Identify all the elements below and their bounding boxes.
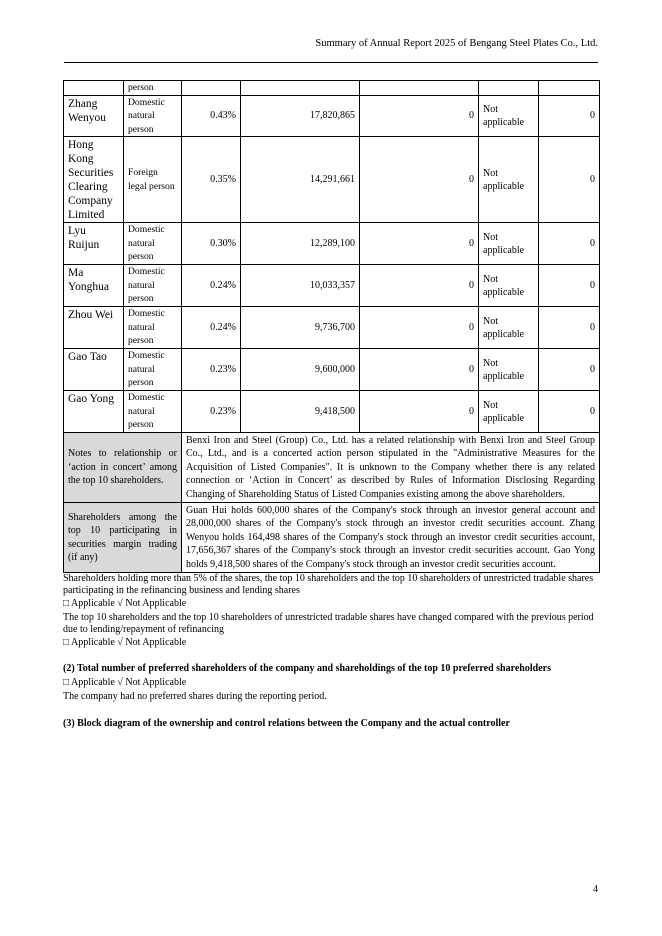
shareholding-pct: 0.30% — [182, 223, 241, 265]
shares-held: 10,033,357 — [241, 265, 360, 307]
shareholder-nature: Foreign legal person — [124, 137, 182, 223]
shares-held: 9,736,700 — [241, 307, 360, 349]
pledge-status: Not applicable — [479, 223, 539, 265]
shares-held: 9,418,500 — [241, 391, 360, 433]
pledge-qty: 0 — [539, 265, 600, 307]
pledge-status: Not applicable — [479, 307, 539, 349]
shares-held: 12,289,100 — [241, 223, 360, 265]
page-number: 4 — [593, 884, 598, 895]
shareholding-pct: 0.43% — [182, 95, 241, 137]
shareholding-pct: 0.24% — [182, 307, 241, 349]
pledge-qty: 0 — [539, 95, 600, 137]
shareholder-name: Hong Kong Securities Clearing Company Limited — [64, 137, 124, 223]
pledge-status: Not applicable — [479, 95, 539, 137]
shareholder-nature: Domestic natural person — [124, 265, 182, 307]
pledge-qty: 0 — [539, 137, 600, 223]
pledge-qty: 0 — [539, 391, 600, 433]
table-row-margin-trading — [64, 503, 600, 573]
table-row — [64, 265, 600, 307]
table-row — [64, 349, 600, 391]
shareholder-name: Zhou Wei — [64, 307, 124, 349]
table-row-notes — [64, 433, 600, 503]
pledge-status: Not applicable — [479, 137, 539, 223]
applicable-check-1: □ Applicable √ Not Applicable — [63, 598, 187, 609]
shareholding-pct: 0.35% — [182, 137, 241, 223]
applicable-check-3: □ Applicable √ Not Applicable — [63, 677, 187, 688]
header-rule — [64, 62, 598, 63]
restricted-shares: 0 — [360, 265, 479, 307]
shareholder-name: Lyu Ruijun — [64, 223, 124, 265]
shareholder-name: Zhang Wenyou — [64, 95, 124, 137]
shares-held: 14,291,661 — [241, 137, 360, 223]
shareholding-pct: 0.23% — [182, 391, 241, 433]
heading-block-diagram: (3) Block diagram of the ownership and control relations between the Company and the actual controller — [63, 718, 510, 729]
table-row — [64, 391, 600, 433]
pledge-status: Not applicable — [479, 265, 539, 307]
shareholder-name: Ma Yonghua — [64, 265, 124, 307]
table-row-continued — [64, 81, 600, 96]
table-row — [64, 307, 600, 349]
table-row — [64, 137, 600, 223]
shareholders-table — [63, 80, 600, 573]
table-row — [64, 95, 600, 137]
margin-trading-label: Shareholders among the top 10 participating in securities margin trading (if any) — [64, 503, 182, 573]
shareholder-nature: Domestic natural person — [124, 391, 182, 433]
restricted-shares: 0 — [360, 307, 479, 349]
shares-held: 9,600,000 — [241, 349, 360, 391]
page-header: Summary of Annual Report 2025 of Bengang Steel Plates Co., Ltd. — [315, 38, 598, 49]
table-row — [64, 223, 600, 265]
pledge-status: Not applicable — [479, 349, 539, 391]
restricted-shares: 0 — [360, 223, 479, 265]
margin-trading-text: Guan Hui holds 600,000 shares of the Company's stock through an investor general account and 28,000,000 shares of the Company's stock through an investor credit securities account. Zhang Wenyou holds 164,498 shares of the Company's stock through an investor credit securities account, 17,656,367 shares of the Company's stock through an investor credit securities account. Gao Yong holds 9,418,500 shares of the Company's stock through an investor credit securities account. — [182, 503, 600, 573]
shareholder-nature: Domestic natural person — [124, 223, 182, 265]
restricted-shares: 0 — [360, 137, 479, 223]
restricted-shares: 0 — [360, 95, 479, 137]
notes-text: Benxi Iron and Steel (Group) Co., Ltd. has a related relationship with Benxi Iron and Steel Group Co., Ltd., and is a concerted action person stipulated in the "Administrative Measures for the Acquisition of Listed Companies". It is unknown to the Company whether there is any related connection or ‘Action in Concert’ as described by Rules of Information Disclosing Regarding Changing of Shareholding Status of Listed Companies existing among the above shareholders. — [182, 433, 600, 503]
notes-label: Notes to relationship or ‘action in concert’ among the top 10 shareholders. — [64, 433, 182, 503]
shareholding-pct: 0.24% — [182, 265, 241, 307]
pledge-qty: 0 — [539, 349, 600, 391]
shareholder-nature: Domestic natural person — [124, 349, 182, 391]
pledge-qty: 0 — [539, 307, 600, 349]
heading-preferred-shareholders: (2) Total number of preferred shareholders of the company and shareholdings of the top 10 preferred shareholders — [63, 663, 551, 674]
shareholder-nature: Domestic natural person — [124, 95, 182, 137]
nature-cell: person — [124, 81, 182, 96]
shareholder-name: Gao Tao — [64, 349, 124, 391]
shareholding-pct: 0.23% — [182, 349, 241, 391]
paragraph-refinancing: Shareholders holding more than 5% of the shares, the top 10 shareholders and the top 10 shareholders of unrestricted tradable shares participating in the refinancing business and lending shares — [63, 573, 594, 596]
pledge-status: Not applicable — [479, 391, 539, 433]
paragraph-no-preferred: The company had no preferred shares during the reporting period. — [63, 691, 327, 702]
shares-held: 17,820,865 — [241, 95, 360, 137]
paragraph-lending-change: The top 10 shareholders and the top 10 shareholders of unrestricted tradable shares have changed compared with the previous period due to lending/repayment of refinancing — [63, 612, 594, 635]
applicable-check-2: □ Applicable √ Not Applicable — [63, 637, 187, 648]
restricted-shares: 0 — [360, 349, 479, 391]
shareholder-name: Gao Yong — [64, 391, 124, 433]
restricted-shares: 0 — [360, 391, 479, 433]
shareholder-nature: Domestic natural person — [124, 307, 182, 349]
pledge-qty: 0 — [539, 223, 600, 265]
